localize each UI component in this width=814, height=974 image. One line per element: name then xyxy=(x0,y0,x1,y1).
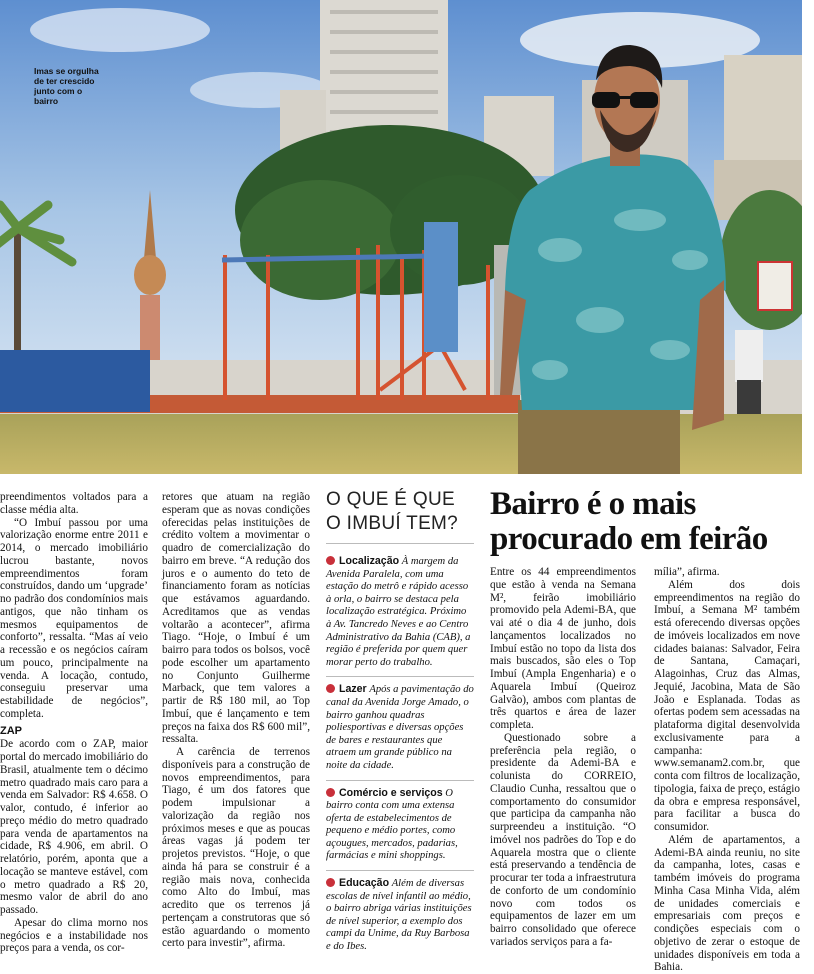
bullet-icon xyxy=(326,556,335,565)
sidebar-item-text: Após a pavimentação do canal da Avenida Jorge Amado, o bairro ganhou quadras poliesportivas e diversas opções de bares e restaurantes que atraem um grande público na noite da cidade. xyxy=(326,684,474,771)
sidebar-item-lazer xyxy=(326,677,474,780)
paragraph: De acordo com o ZAP, maior portal do mercado imobiliário do Brasil, atualmente tem o décimo metro quadrado mais caro para a venda em Salvador: R$ 4.658. O valor, contudo, é inferior ao preço médio do metro quadrado para venda de apartamentos na cidade, R$ 4.906, em abril. O relatório, porém, aponta que a locação se manteve estável, com o metro quadrado a R$ 20, mesmo valor de abril do ano passado. xyxy=(0,738,148,916)
sidebar-item-label: Localização xyxy=(339,555,400,567)
bullet-icon xyxy=(326,878,335,887)
article-column-1 xyxy=(0,491,148,955)
bullet-icon xyxy=(326,684,335,693)
paragraph: mília”, afirma. xyxy=(654,566,720,578)
sidebar-box xyxy=(326,488,474,961)
sidebar-item-label: Lazer xyxy=(339,683,367,696)
paragraph: retores que atuam na região esperam que as novas condições oferecidas pelas instituições de crédito voltem a movimentar o quadro de comercialização do bairro em breve. “A redução dos juros e o aumento do teto de financiamento foram as notícias que estávamos aguardando. Acreditamos que as vendas voltarão a acontecer”, afirma Tiago. “Hoje, o Imbuí é um bairro para todos os bolsos, você pode escolher um apartamento no Conjunto Guilherme Marback, que tem valores a partir de R$ 180 mil, ao Top Imbuí, que é lançamento e tem preços na faixa dos R$ 600 mil”, ressalta. xyxy=(162,491,310,746)
paragraph: Entre os 44 empreendimentos que estão à venda na Semana M², feirão imobiliário promovido pela Ademi-BA, que vai até o dia 4 de junho, dois lançamentos localizados no Imbuí estão no topo da lista dos mais buscados, são eles o Top Imbuí (Ampla Engenharia) e o Aquarela Imbuí (Queiroz Galvão), ambos com plantas de três quartos e área de lazer completa. xyxy=(490,566,636,731)
bullet-icon xyxy=(326,788,335,797)
sidebar-item-text: Além de diversas escolas de nível infantil ao médio, o bairro abriga várias instituições de nível superior, a exemplo dos campi da Unime, da Ruy Barbosa e do Ibes. xyxy=(326,878,472,953)
paragraph: Além dos dois empreendimentos na região do Imbuí, a Semana M² também está oferecendo diversas opções de imóveis localizados em nove cidades baianas: Salvador, Feira de Santana, Camaçari, Alagoinhas, Cruz das Almas, Jequié, Jacobina, Mata de São João e Esplanada. Todas as ofertas podem sem acessadas na plataforma digital desenvolvida exclusivamente para a campanha: www.semanam2.com.br, que conta com filtros de localização, tipologia, faixa de preço, estágio da obra e empresa responsável, para facilitar a busca do consumidor. xyxy=(654,578,801,833)
sidebar-item-label: Comércio e serviços xyxy=(339,786,443,799)
sidebar-item-text: O bairro conta com uma extensa oferta de estabelecimentos de pequeno e médio portes, como açougues, mercados, padarias, farmácias e mini shoppings. xyxy=(326,787,458,862)
sidebar-item-text: À margem da Avenida Paralela, com uma estação do metrô e rápido acesso à orla, o bairro se destaca pela localização estratégica. Próximo à Av. Tancredo Neves e ao Centro Administrativo da Bahia (CAB), a região é preferida por quem quer morar perto do trabalho. xyxy=(326,556,471,668)
paragraph: “O Imbuí passou por uma valorização enorme entre 2011 e 2014, o mercado imobiliário lucrou bastante, novos empreendimentos foram construídos, dando um ‘upgrade’ no padrão dos condomínios mais antigos, que não tinham os mesmos equipamentos de conforto”, ressalta. “Mas aí veio a recessão e os negócios caíram um pouco, principalmente na venda. A locação, contudo, conseguiu preservar uma estabilidade de negócios”, completa. xyxy=(0,516,148,720)
photo-illustration xyxy=(0,0,802,474)
article-headline: Bairro é o mais procurado em feirão xyxy=(490,486,768,557)
paragraph: A carência de terrenos disponíveis para a construção de novos empreendimentos, para Tiago, é um dos fatores que podem impulsionar a valorização da região nos próximos meses e que as poucas áreas vagas já podem ter projetos previstos. “Hoje, o que ainda há para se construir é a região mais nova, conhecida como Alto do Imbuí, mas acredito que os terrenos já pertençam a construtoras que só estão aguardando o momento certo para investir”, afirma. xyxy=(162,746,310,950)
sidebar-item-localizacao xyxy=(326,549,474,677)
paragraph: Apesar do clima morno nos negócios e a instabilidade nos preços para a venda, os cor- xyxy=(0,916,148,955)
article-column-4 xyxy=(490,566,636,949)
sidebar-item-label: Educação xyxy=(339,877,390,890)
photo-caption: Imas se orgulha de ter crescido junto com o bairro xyxy=(34,66,99,106)
feature-photo xyxy=(0,0,802,474)
article-column-2 xyxy=(162,491,310,950)
subheading-zap: ZAP xyxy=(0,724,22,737)
article-column-5 xyxy=(654,566,800,974)
paragraph: Questionado sobre a preferência pela região, o presidente da Ademi-BA e colunista do CORREIO, Claudio Cunha, ressaltou que o comportamento do consumidor que participa da campanha não surpreendeu a instituição. “O imóvel nos padrões do Top e do Aquarela mostra que o cliente está preservando a tendência de procurar ter toda a infraestrutura de conforto de um condomínio novo com todos os equipamentos de lazer em um bairro consolidado que oferece variados serviços para a fa- xyxy=(490,731,636,948)
paragraph: Além de apartamentos, a Ademi-BA ainda reuniu, no site da campanha, lotes, casas e também imóveis do programa Minha Casa Minha Vida, além de unidades comerciais e empresariais com preços e condições especiais com o objetivo de zerar o estoque de unidades disponíveis em toda a Bahia. xyxy=(654,833,800,974)
paragraph: preendimentos voltados para a classe média alta. xyxy=(0,491,148,516)
sidebar-item-educacao xyxy=(326,871,474,961)
sidebar-title: O QUE É QUE O IMBUÍ TEM? xyxy=(326,488,474,544)
sidebar-item-comercio xyxy=(326,781,474,872)
